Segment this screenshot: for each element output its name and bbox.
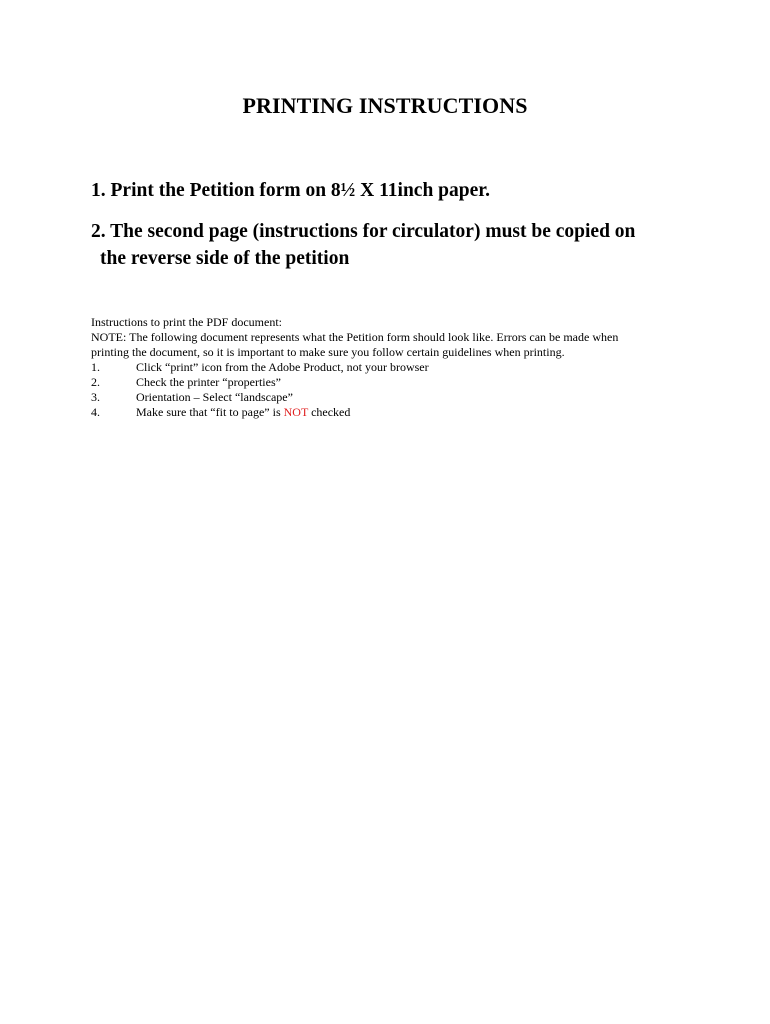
step-4-text: [136, 405, 350, 420]
page-title: PRINTING INSTRUCTIONS: [242, 93, 528, 118]
main-instruction-1-number: 1.: [91, 180, 106, 201]
note-line-2: printing the document, so it is important to make sure you follow certain guidelines when printing.: [91, 345, 565, 359]
step-4-text-before: Make sure that “fit to page” is: [136, 405, 284, 419]
step-2: [91, 375, 691, 390]
step-4: [91, 405, 691, 420]
main-instruction-2-number: 2.: [91, 221, 106, 242]
step-4-text-after: checked: [308, 405, 351, 419]
step-1-number: 1.: [91, 360, 100, 374]
step-1-text: Click “print” icon from the Adobe Product, not your browser: [136, 360, 429, 374]
note-line-1: NOTE: The following document represents what the Petition form should look like. Errors can be made when: [91, 330, 619, 344]
main-instruction-2-text-line2: the reverse side of the petition: [100, 248, 350, 269]
instructions-heading: Instructions to print the PDF document:: [91, 315, 282, 329]
step-3-text: Orientation – Select “landscape”: [136, 390, 293, 404]
main-instruction-2: [91, 218, 635, 272]
step-1: [91, 360, 691, 375]
step-4-number: 4.: [91, 405, 100, 419]
main-instruction-1-text: Print the Petition form on 8½ X 11inch paper.: [110, 180, 491, 201]
step-4-not-highlight: NOT: [283, 405, 309, 419]
step-3: [91, 390, 691, 405]
step-2-text: Check the printer “properties”: [136, 375, 281, 389]
main-instruction-2-text-line1: The second page (instructions for circulator) must be copied on: [110, 221, 636, 242]
step-3-number: 3.: [91, 390, 100, 404]
step-2-number: 2.: [91, 375, 100, 389]
main-instruction-1: [91, 177, 490, 204]
pdf-print-instructions: [91, 315, 691, 420]
